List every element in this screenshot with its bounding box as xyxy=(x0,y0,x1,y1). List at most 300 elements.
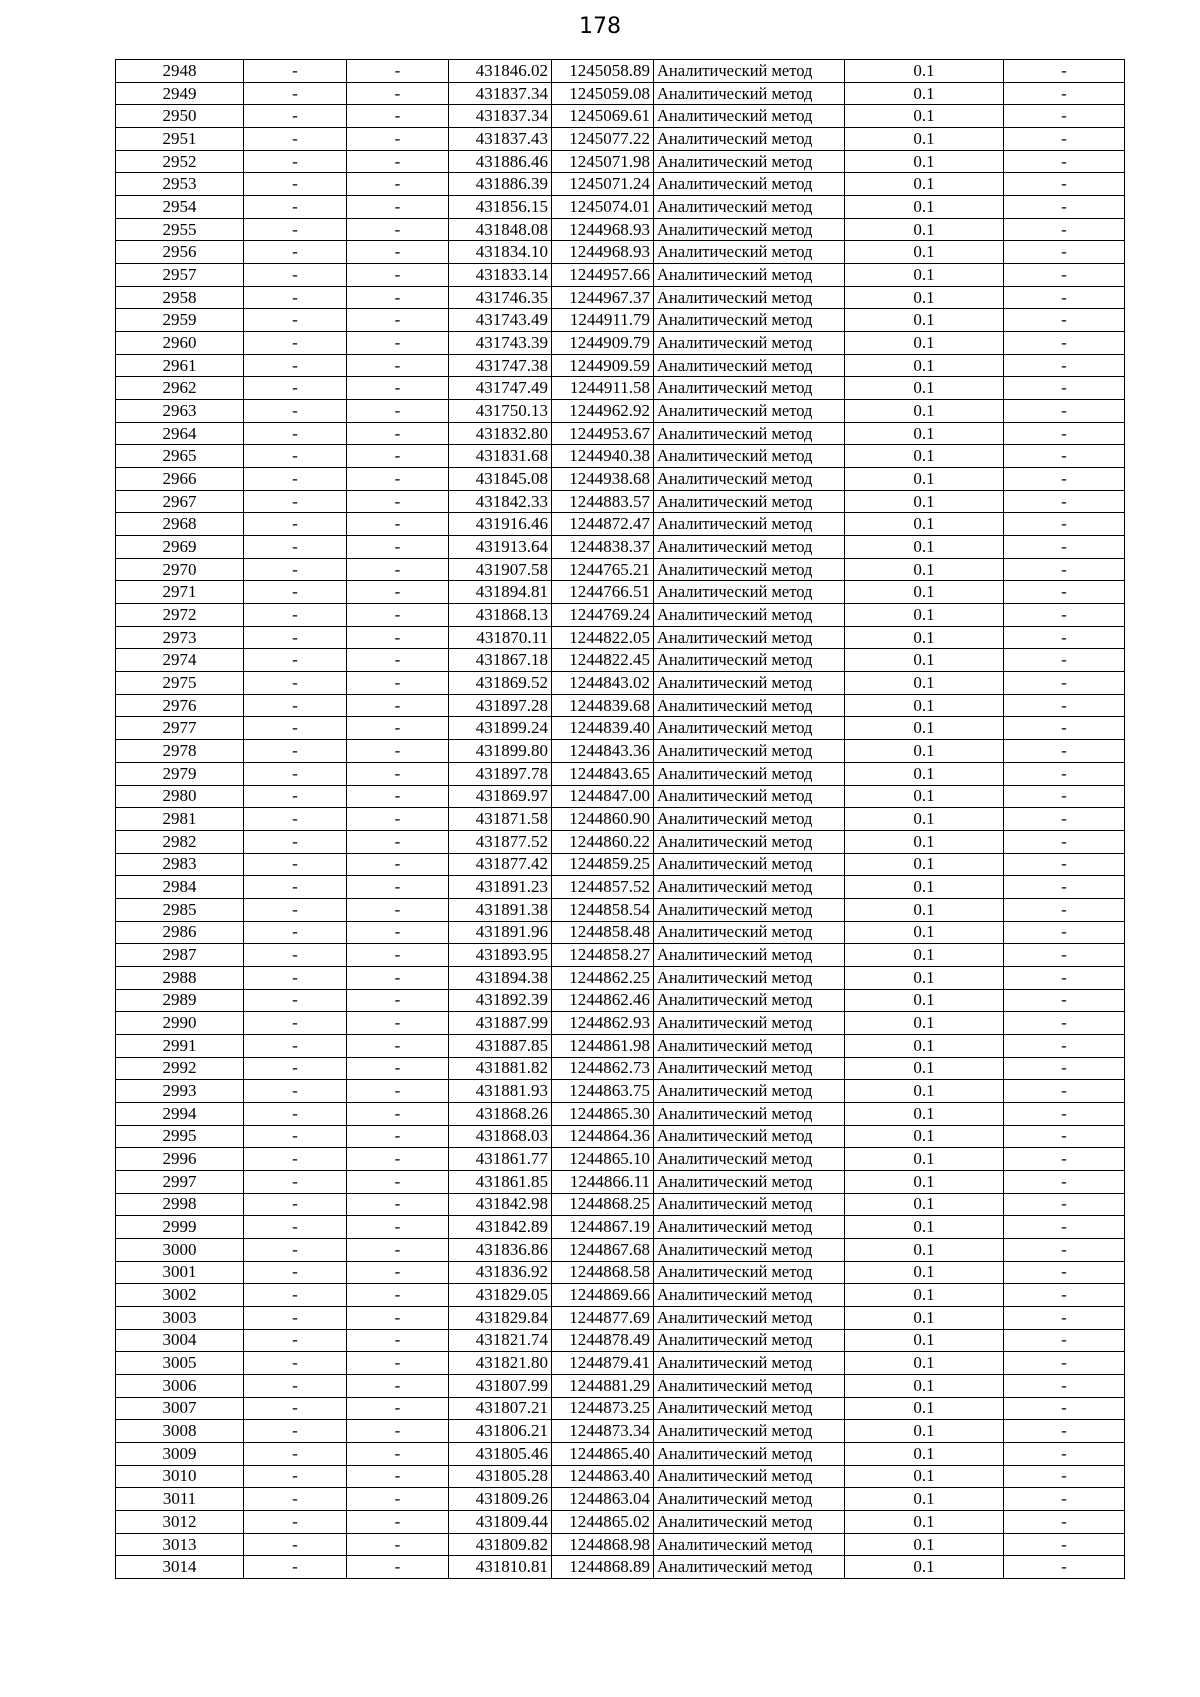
note-cell: - xyxy=(1004,1238,1125,1261)
note-cell: - xyxy=(1004,332,1125,355)
empty-cell: - xyxy=(244,1080,347,1103)
point-number-cell: 2989 xyxy=(116,989,244,1012)
table-row xyxy=(116,536,1125,559)
note-cell: - xyxy=(1004,1012,1125,1035)
empty-cell: - xyxy=(244,1511,347,1534)
empty-cell: - xyxy=(347,1284,449,1307)
note-cell: - xyxy=(1004,309,1125,332)
method-cell: Аналитический метод xyxy=(654,105,845,128)
x-coordinate-cell: 431899.80 xyxy=(449,740,552,763)
method-cell: Аналитический метод xyxy=(654,377,845,400)
empty-cell: - xyxy=(347,1261,449,1284)
y-coordinate-cell: 1244863.40 xyxy=(552,1465,654,1488)
empty-cell: - xyxy=(347,717,449,740)
table-row xyxy=(116,1216,1125,1239)
y-coordinate-cell: 1244881.29 xyxy=(552,1374,654,1397)
coordinates-table xyxy=(115,59,1125,1579)
note-cell: - xyxy=(1004,1420,1125,1443)
y-coordinate-cell: 1244857.52 xyxy=(552,876,654,899)
y-coordinate-cell: 1244877.69 xyxy=(552,1306,654,1329)
x-coordinate-cell: 431868.03 xyxy=(449,1125,552,1148)
table-row xyxy=(116,354,1125,377)
x-coordinate-cell: 431861.85 xyxy=(449,1170,552,1193)
empty-cell: - xyxy=(347,150,449,173)
x-coordinate-cell: 431913.64 xyxy=(449,536,552,559)
empty-cell: - xyxy=(347,1012,449,1035)
accuracy-cell: 0.1 xyxy=(845,604,1004,627)
y-coordinate-cell: 1244867.19 xyxy=(552,1216,654,1239)
accuracy-cell: 0.1 xyxy=(845,1352,1004,1375)
empty-cell: - xyxy=(347,898,449,921)
y-coordinate-cell: 1244865.02 xyxy=(552,1511,654,1534)
empty-cell: - xyxy=(244,377,347,400)
table-row xyxy=(116,1080,1125,1103)
y-coordinate-cell: 1245059.08 xyxy=(552,82,654,105)
empty-cell: - xyxy=(244,944,347,967)
point-number-cell: 2948 xyxy=(116,60,244,83)
accuracy-cell: 0.1 xyxy=(845,898,1004,921)
note-cell: - xyxy=(1004,604,1125,627)
y-coordinate-cell: 1244868.89 xyxy=(552,1556,654,1579)
note-cell: - xyxy=(1004,581,1125,604)
y-coordinate-cell: 1244861.98 xyxy=(552,1034,654,1057)
accuracy-cell: 0.1 xyxy=(845,150,1004,173)
note-cell: - xyxy=(1004,1284,1125,1307)
empty-cell: - xyxy=(244,1034,347,1057)
accuracy-cell: 0.1 xyxy=(845,1216,1004,1239)
y-coordinate-cell: 1244865.10 xyxy=(552,1148,654,1171)
empty-cell: - xyxy=(347,60,449,83)
accuracy-cell: 0.1 xyxy=(845,490,1004,513)
method-cell: Аналитический метод xyxy=(654,1556,845,1579)
empty-cell: - xyxy=(244,82,347,105)
y-coordinate-cell: 1244909.59 xyxy=(552,354,654,377)
table-row xyxy=(116,1533,1125,1556)
y-coordinate-cell: 1244843.36 xyxy=(552,740,654,763)
y-coordinate-cell: 1244839.68 xyxy=(552,694,654,717)
method-cell: Аналитический метод xyxy=(654,1306,845,1329)
table-row xyxy=(116,1329,1125,1352)
x-coordinate-cell: 431893.95 xyxy=(449,944,552,967)
y-coordinate-cell: 1244859.25 xyxy=(552,853,654,876)
x-coordinate-cell: 431894.38 xyxy=(449,966,552,989)
accuracy-cell: 0.1 xyxy=(845,581,1004,604)
x-coordinate-cell: 431805.46 xyxy=(449,1442,552,1465)
x-coordinate-cell: 431868.26 xyxy=(449,1102,552,1125)
method-cell: Аналитический метод xyxy=(654,672,845,695)
table-row xyxy=(116,490,1125,513)
method-cell: Аналитический метод xyxy=(654,921,845,944)
point-number-cell: 2992 xyxy=(116,1057,244,1080)
accuracy-cell: 0.1 xyxy=(845,400,1004,423)
note-cell: - xyxy=(1004,966,1125,989)
coordinates-table-body xyxy=(116,60,1125,1579)
x-coordinate-cell: 431907.58 xyxy=(449,558,552,581)
x-coordinate-cell: 431848.08 xyxy=(449,218,552,241)
method-cell: Аналитический метод xyxy=(654,536,845,559)
note-cell: - xyxy=(1004,762,1125,785)
method-cell: Аналитический метод xyxy=(654,966,845,989)
note-cell: - xyxy=(1004,1170,1125,1193)
point-number-cell: 2988 xyxy=(116,966,244,989)
point-number-cell: 2954 xyxy=(116,196,244,219)
x-coordinate-cell: 431891.96 xyxy=(449,921,552,944)
empty-cell: - xyxy=(244,876,347,899)
y-coordinate-cell: 1244938.68 xyxy=(552,468,654,491)
table-row xyxy=(116,1238,1125,1261)
accuracy-cell: 0.1 xyxy=(845,309,1004,332)
x-coordinate-cell: 431877.52 xyxy=(449,830,552,853)
method-cell: Аналитический метод xyxy=(654,400,845,423)
y-coordinate-cell: 1244843.65 xyxy=(552,762,654,785)
note-cell: - xyxy=(1004,1352,1125,1375)
note-cell: - xyxy=(1004,717,1125,740)
point-number-cell: 2998 xyxy=(116,1193,244,1216)
y-coordinate-cell: 1244858.54 xyxy=(552,898,654,921)
method-cell: Аналитический метод xyxy=(654,1148,845,1171)
x-coordinate-cell: 431899.24 xyxy=(449,717,552,740)
accuracy-cell: 0.1 xyxy=(845,1397,1004,1420)
accuracy-cell: 0.1 xyxy=(845,105,1004,128)
table-row xyxy=(116,762,1125,785)
y-coordinate-cell: 1244843.02 xyxy=(552,672,654,695)
method-cell: Аналитический метод xyxy=(654,422,845,445)
x-coordinate-cell: 431916.46 xyxy=(449,513,552,536)
y-coordinate-cell: 1244765.21 xyxy=(552,558,654,581)
note-cell: - xyxy=(1004,173,1125,196)
table-row xyxy=(116,876,1125,899)
empty-cell: - xyxy=(244,808,347,831)
empty-cell: - xyxy=(347,830,449,853)
empty-cell: - xyxy=(244,309,347,332)
empty-cell: - xyxy=(244,173,347,196)
point-number-cell: 2985 xyxy=(116,898,244,921)
accuracy-cell: 0.1 xyxy=(845,1102,1004,1125)
note-cell: - xyxy=(1004,921,1125,944)
note-cell: - xyxy=(1004,1511,1125,1534)
note-cell: - xyxy=(1004,218,1125,241)
note-cell: - xyxy=(1004,898,1125,921)
table-row xyxy=(116,82,1125,105)
accuracy-cell: 0.1 xyxy=(845,1193,1004,1216)
table-row xyxy=(116,717,1125,740)
empty-cell: - xyxy=(244,1397,347,1420)
x-coordinate-cell: 431886.39 xyxy=(449,173,552,196)
x-coordinate-cell: 431807.99 xyxy=(449,1374,552,1397)
method-cell: Аналитический метод xyxy=(654,762,845,785)
accuracy-cell: 0.1 xyxy=(845,740,1004,763)
accuracy-cell: 0.1 xyxy=(845,513,1004,536)
accuracy-cell: 0.1 xyxy=(845,1125,1004,1148)
point-number-cell: 3008 xyxy=(116,1420,244,1443)
point-number-cell: 3000 xyxy=(116,1238,244,1261)
empty-cell: - xyxy=(347,762,449,785)
y-coordinate-cell: 1244865.30 xyxy=(552,1102,654,1125)
x-coordinate-cell: 431821.80 xyxy=(449,1352,552,1375)
empty-cell: - xyxy=(244,60,347,83)
empty-cell: - xyxy=(244,989,347,1012)
empty-cell: - xyxy=(347,808,449,831)
empty-cell: - xyxy=(347,1125,449,1148)
empty-cell: - xyxy=(244,649,347,672)
y-coordinate-cell: 1244953.67 xyxy=(552,422,654,445)
point-number-cell: 2950 xyxy=(116,105,244,128)
method-cell: Аналитический метод xyxy=(654,1102,845,1125)
accuracy-cell: 0.1 xyxy=(845,1170,1004,1193)
y-coordinate-cell: 1245069.61 xyxy=(552,105,654,128)
empty-cell: - xyxy=(347,468,449,491)
method-cell: Аналитический метод xyxy=(654,898,845,921)
method-cell: Аналитический метод xyxy=(654,173,845,196)
empty-cell: - xyxy=(347,264,449,287)
x-coordinate-cell: 431809.26 xyxy=(449,1488,552,1511)
empty-cell: - xyxy=(347,1193,449,1216)
empty-cell: - xyxy=(244,1057,347,1080)
method-cell: Аналитический метод xyxy=(654,1442,845,1465)
note-cell: - xyxy=(1004,649,1125,672)
x-coordinate-cell: 431891.38 xyxy=(449,898,552,921)
x-coordinate-cell: 431836.92 xyxy=(449,1261,552,1284)
method-cell: Аналитический метод xyxy=(654,1397,845,1420)
y-coordinate-cell: 1244879.41 xyxy=(552,1352,654,1375)
x-coordinate-cell: 431809.44 xyxy=(449,1511,552,1534)
note-cell: - xyxy=(1004,694,1125,717)
empty-cell: - xyxy=(347,1488,449,1511)
empty-cell: - xyxy=(347,1170,449,1193)
y-coordinate-cell: 1244862.73 xyxy=(552,1057,654,1080)
point-number-cell: 2993 xyxy=(116,1080,244,1103)
point-number-cell: 2996 xyxy=(116,1148,244,1171)
y-coordinate-cell: 1244860.22 xyxy=(552,830,654,853)
x-coordinate-cell: 431856.15 xyxy=(449,196,552,219)
accuracy-cell: 0.1 xyxy=(845,694,1004,717)
table-row xyxy=(116,377,1125,400)
note-cell: - xyxy=(1004,1442,1125,1465)
x-coordinate-cell: 431868.13 xyxy=(449,604,552,627)
accuracy-cell: 0.1 xyxy=(845,332,1004,355)
x-coordinate-cell: 431833.14 xyxy=(449,264,552,287)
method-cell: Аналитический метод xyxy=(654,1034,845,1057)
accuracy-cell: 0.1 xyxy=(845,649,1004,672)
point-number-cell: 2974 xyxy=(116,649,244,672)
note-cell: - xyxy=(1004,626,1125,649)
empty-cell: - xyxy=(347,1374,449,1397)
note-cell: - xyxy=(1004,1216,1125,1239)
x-coordinate-cell: 431881.93 xyxy=(449,1080,552,1103)
method-cell: Аналитический метод xyxy=(654,626,845,649)
note-cell: - xyxy=(1004,150,1125,173)
x-coordinate-cell: 431842.33 xyxy=(449,490,552,513)
method-cell: Аналитический метод xyxy=(654,128,845,151)
point-number-cell: 2976 xyxy=(116,694,244,717)
note-cell: - xyxy=(1004,672,1125,695)
y-coordinate-cell: 1244962.92 xyxy=(552,400,654,423)
point-number-cell: 2983 xyxy=(116,853,244,876)
y-coordinate-cell: 1244858.48 xyxy=(552,921,654,944)
note-cell: - xyxy=(1004,105,1125,128)
empty-cell: - xyxy=(244,830,347,853)
empty-cell: - xyxy=(347,581,449,604)
y-coordinate-cell: 1244862.93 xyxy=(552,1012,654,1035)
empty-cell: - xyxy=(347,105,449,128)
x-coordinate-cell: 431834.10 xyxy=(449,241,552,264)
note-cell: - xyxy=(1004,490,1125,513)
x-coordinate-cell: 431887.85 xyxy=(449,1034,552,1057)
method-cell: Аналитический метод xyxy=(654,830,845,853)
x-coordinate-cell: 431747.49 xyxy=(449,377,552,400)
accuracy-cell: 0.1 xyxy=(845,1057,1004,1080)
method-cell: Аналитический метод xyxy=(654,264,845,287)
method-cell: Аналитический метод xyxy=(654,196,845,219)
method-cell: Аналитический метод xyxy=(654,1238,845,1261)
point-number-cell: 3013 xyxy=(116,1533,244,1556)
empty-cell: - xyxy=(244,1170,347,1193)
method-cell: Аналитический метод xyxy=(654,694,845,717)
empty-cell: - xyxy=(244,1556,347,1579)
empty-cell: - xyxy=(244,853,347,876)
y-coordinate-cell: 1244909.79 xyxy=(552,332,654,355)
empty-cell: - xyxy=(244,558,347,581)
x-coordinate-cell: 431897.78 xyxy=(449,762,552,785)
empty-cell: - xyxy=(244,1420,347,1443)
accuracy-cell: 0.1 xyxy=(845,422,1004,445)
y-coordinate-cell: 1244873.34 xyxy=(552,1420,654,1443)
point-number-cell: 2977 xyxy=(116,717,244,740)
accuracy-cell: 0.1 xyxy=(845,196,1004,219)
empty-cell: - xyxy=(244,513,347,536)
empty-cell: - xyxy=(244,1261,347,1284)
accuracy-cell: 0.1 xyxy=(845,672,1004,695)
empty-cell: - xyxy=(347,332,449,355)
y-coordinate-cell: 1244883.57 xyxy=(552,490,654,513)
accuracy-cell: 0.1 xyxy=(845,876,1004,899)
method-cell: Аналитический метод xyxy=(654,1465,845,1488)
note-cell: - xyxy=(1004,1261,1125,1284)
point-number-cell: 2967 xyxy=(116,490,244,513)
empty-cell: - xyxy=(347,1420,449,1443)
empty-cell: - xyxy=(244,1442,347,1465)
point-number-cell: 2970 xyxy=(116,558,244,581)
empty-cell: - xyxy=(347,1306,449,1329)
x-coordinate-cell: 431836.86 xyxy=(449,1238,552,1261)
accuracy-cell: 0.1 xyxy=(845,1261,1004,1284)
accuracy-cell: 0.1 xyxy=(845,264,1004,287)
table-row xyxy=(116,173,1125,196)
accuracy-cell: 0.1 xyxy=(845,1012,1004,1035)
table-row xyxy=(116,921,1125,944)
point-number-cell: 2995 xyxy=(116,1125,244,1148)
accuracy-cell: 0.1 xyxy=(845,354,1004,377)
table-row xyxy=(116,989,1125,1012)
table-row xyxy=(116,1034,1125,1057)
empty-cell: - xyxy=(347,1034,449,1057)
x-coordinate-cell: 431831.68 xyxy=(449,445,552,468)
method-cell: Аналитический метод xyxy=(654,490,845,513)
empty-cell: - xyxy=(347,944,449,967)
x-coordinate-cell: 431807.21 xyxy=(449,1397,552,1420)
y-coordinate-cell: 1244839.40 xyxy=(552,717,654,740)
accuracy-cell: 0.1 xyxy=(845,921,1004,944)
note-cell: - xyxy=(1004,354,1125,377)
x-coordinate-cell: 431743.39 xyxy=(449,332,552,355)
accuracy-cell: 0.1 xyxy=(845,966,1004,989)
note-cell: - xyxy=(1004,422,1125,445)
empty-cell: - xyxy=(244,332,347,355)
point-number-cell: 2969 xyxy=(116,536,244,559)
empty-cell: - xyxy=(244,1238,347,1261)
note-cell: - xyxy=(1004,400,1125,423)
empty-cell: - xyxy=(347,422,449,445)
empty-cell: - xyxy=(347,853,449,876)
y-coordinate-cell: 1244858.27 xyxy=(552,944,654,967)
point-number-cell: 2980 xyxy=(116,785,244,808)
point-number-cell: 2973 xyxy=(116,626,244,649)
table-row xyxy=(116,740,1125,763)
method-cell: Аналитический метод xyxy=(654,558,845,581)
point-number-cell: 3001 xyxy=(116,1261,244,1284)
empty-cell: - xyxy=(244,1329,347,1352)
method-cell: Аналитический метод xyxy=(654,1170,845,1193)
empty-cell: - xyxy=(244,1216,347,1239)
y-coordinate-cell: 1244866.11 xyxy=(552,1170,654,1193)
note-cell: - xyxy=(1004,1374,1125,1397)
accuracy-cell: 0.1 xyxy=(845,1306,1004,1329)
method-cell: Аналитический метод xyxy=(654,717,845,740)
table-row xyxy=(116,1102,1125,1125)
y-coordinate-cell: 1244878.49 xyxy=(552,1329,654,1352)
empty-cell: - xyxy=(347,286,449,309)
empty-cell: - xyxy=(244,128,347,151)
empty-cell: - xyxy=(244,286,347,309)
accuracy-cell: 0.1 xyxy=(845,808,1004,831)
x-coordinate-cell: 431869.52 xyxy=(449,672,552,695)
y-coordinate-cell: 1244822.45 xyxy=(552,649,654,672)
table-row xyxy=(116,468,1125,491)
accuracy-cell: 0.1 xyxy=(845,1080,1004,1103)
accuracy-cell: 0.1 xyxy=(845,717,1004,740)
point-number-cell: 2957 xyxy=(116,264,244,287)
method-cell: Аналитический метод xyxy=(654,241,845,264)
note-cell: - xyxy=(1004,468,1125,491)
empty-cell: - xyxy=(347,785,449,808)
method-cell: Аналитический метод xyxy=(654,286,845,309)
empty-cell: - xyxy=(347,490,449,513)
empty-cell: - xyxy=(244,150,347,173)
x-coordinate-cell: 431887.99 xyxy=(449,1012,552,1035)
empty-cell: - xyxy=(244,354,347,377)
note-cell: - xyxy=(1004,1193,1125,1216)
point-number-cell: 3010 xyxy=(116,1465,244,1488)
accuracy-cell: 0.1 xyxy=(845,60,1004,83)
empty-cell: - xyxy=(244,740,347,763)
accuracy-cell: 0.1 xyxy=(845,1238,1004,1261)
accuracy-cell: 0.1 xyxy=(845,445,1004,468)
point-number-cell: 3005 xyxy=(116,1352,244,1375)
x-coordinate-cell: 431845.08 xyxy=(449,468,552,491)
note-cell: - xyxy=(1004,558,1125,581)
empty-cell: - xyxy=(347,1238,449,1261)
x-coordinate-cell: 431871.58 xyxy=(449,808,552,831)
accuracy-cell: 0.1 xyxy=(845,558,1004,581)
table-row xyxy=(116,1148,1125,1171)
x-coordinate-cell: 431805.28 xyxy=(449,1465,552,1488)
point-number-cell: 3012 xyxy=(116,1511,244,1534)
note-cell: - xyxy=(1004,944,1125,967)
y-coordinate-cell: 1244769.24 xyxy=(552,604,654,627)
empty-cell: - xyxy=(244,536,347,559)
empty-cell: - xyxy=(347,649,449,672)
note-cell: - xyxy=(1004,82,1125,105)
